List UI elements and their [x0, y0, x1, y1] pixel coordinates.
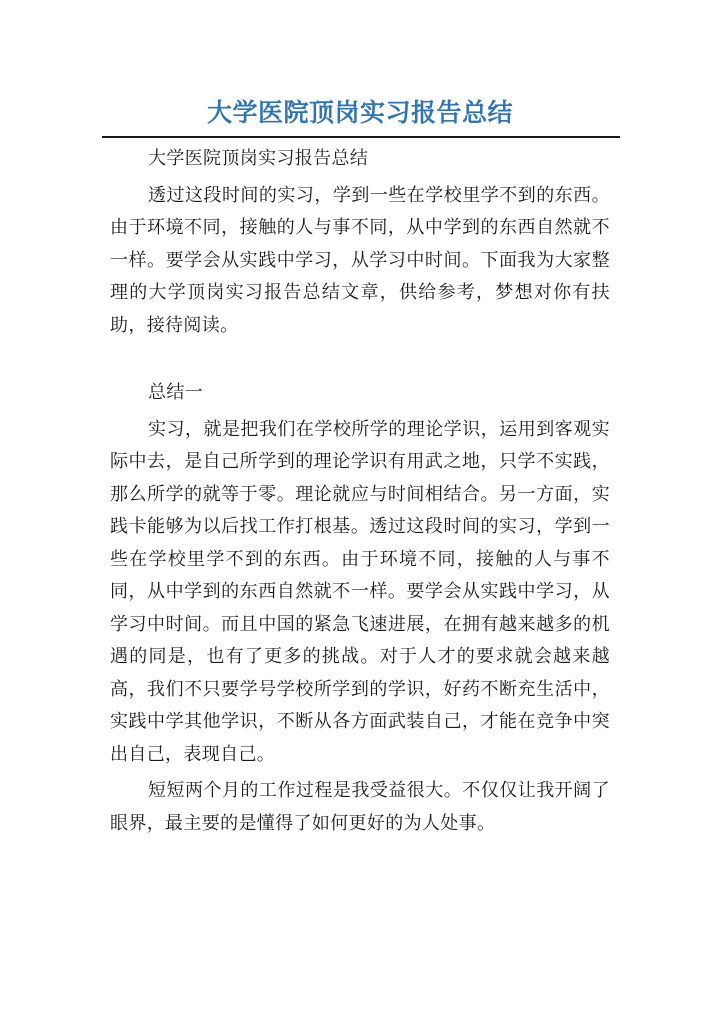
- body-paragraph: 实习，就是把我们在学校所学的理论学识，运用到客观实际中去，是自己所学到的理论学识有用武之地，只学不实践，那么所学的就等于零。理论就应与时间相结合。另一方面，实践卡能够为以后找工作打根基。透过这段时间的实习，学到一些在学校里学不到的东西。由于环境不同，接触的人与事不同，从中学到的东西自然就不一样。要学会从实践中学习，从学习中时间。而且中国的紧急飞速进展，在拥有越来越多的机遇的同是，也有了更多的挑战。对于人才的要求就会越来越高，我们不只要学号学校所学到的学识，好药不断充生活中，实践中学其他学识，不断从各方面武装自己，才能在竞争中突出自己，表现自己。: [110, 418, 610, 765]
- document-title: 大学医院顶岗实习报告总结: [206, 98, 513, 127]
- document-body: [110, 143, 610, 840]
- title-divider: [102, 136, 620, 138]
- subtitle-paragraph: 大学医院顶岗实习报告总结: [148, 148, 369, 169]
- intro-paragraph: 透过这段时间的实习，学到一些在学校里学不到的东西。由于环境不同，接触的人与事不同，从中学到的东西自然就不一样。要学会从实践中学习，从学习中时间。下面我为大家整理的大学顶岗实习报告总结文章，供给参考，梦想对你有扶助，接待阅读。: [110, 184, 610, 336]
- body-paragraph: 短短两个月的工作过程是我受益很大。不仅仅让我开阔了眼界，最主要的是懂得了如何更好的为人处事。: [110, 780, 610, 834]
- section-heading: 总结一: [148, 382, 204, 403]
